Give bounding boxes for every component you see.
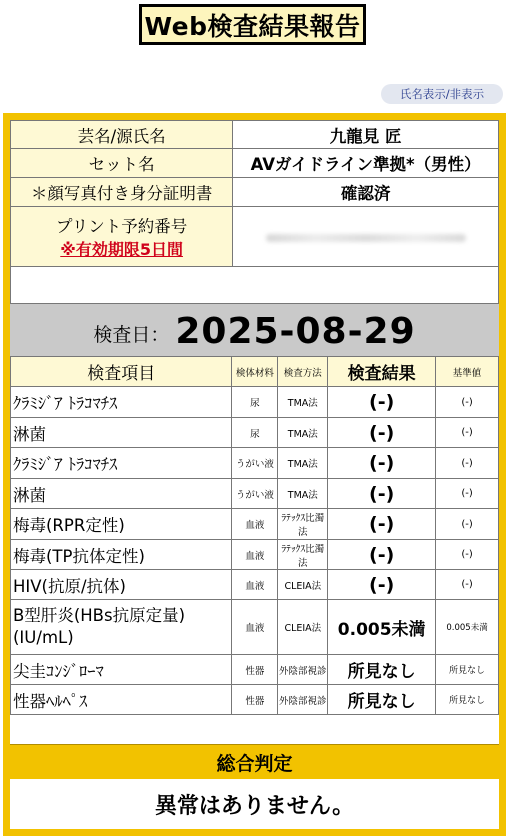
row-item: ｸﾗﾐｼﾞｱ ﾄﾗｺﾏﾁｽ: [11, 387, 232, 418]
row-item: 淋菌: [11, 418, 232, 448]
row-reference: (-): [436, 448, 499, 479]
report-body: [10, 120, 499, 829]
header-item: 検査項目: [11, 357, 232, 387]
id-label: ＊顔写真付き身分証明書: [11, 178, 233, 207]
print-label: プリント予約番号: [55, 217, 188, 236]
row-result: (-): [328, 540, 436, 570]
exam-date-band: [10, 304, 499, 356]
table-row: [11, 570, 499, 600]
row-specimen: 性器: [232, 655, 278, 685]
row-method: CLEIA法: [278, 570, 328, 600]
row-result: 所見なし: [328, 655, 436, 685]
info-table: [10, 120, 499, 304]
table-row: [11, 418, 499, 448]
row-method: ﾗﾃｯｸｽ比濁法: [278, 540, 328, 570]
row-result: (-): [328, 570, 436, 600]
row-specimen: うがい液: [232, 479, 278, 509]
row-reference: 所見なし: [436, 655, 499, 685]
header-specimen: 検体材料: [232, 357, 278, 387]
name-visibility-toggle-button[interactable]: 氏名表示/非表示: [381, 84, 503, 104]
row-reference: (-): [436, 479, 499, 509]
row-specimen: 尿: [232, 387, 278, 418]
row-method: TMA法: [278, 448, 328, 479]
row-reference: 0.005未満: [436, 600, 499, 655]
set-label: セット名: [11, 149, 233, 178]
page-title: Web検査結果報告: [139, 4, 366, 45]
print-note: ※有効期限5日間: [60, 240, 183, 259]
overall-verdict-value: 異常はありません。: [10, 779, 499, 829]
table-row: [11, 655, 499, 685]
row-specimen: 血液: [232, 570, 278, 600]
row-specimen: うがい液: [232, 448, 278, 479]
row-reference: (-): [436, 418, 499, 448]
name-label: 芸名/源氏名: [11, 121, 233, 149]
row-item: 淋菌: [11, 479, 232, 509]
exam-date-value: 2025-08-29: [175, 311, 416, 352]
row-specimen: 血液: [232, 509, 278, 540]
row-method: 外陰部視診: [278, 685, 328, 715]
row-result: (-): [328, 418, 436, 448]
row-specimen: 尿: [232, 418, 278, 448]
row-result: 0.005未満: [328, 600, 436, 655]
row-specimen: 血液: [232, 540, 278, 570]
report-frame: [3, 113, 506, 836]
row-method: ﾗﾃｯｸｽ比濁法: [278, 509, 328, 540]
print-value-redacted: [233, 207, 499, 267]
row-method: CLEIA法: [278, 600, 328, 655]
row-result: (-): [328, 509, 436, 540]
spacer-row: [11, 267, 499, 304]
row-item: 梅毒(TP抗体定性): [11, 540, 232, 570]
print-cell: [11, 207, 233, 267]
row-reference: (-): [436, 509, 499, 540]
row-item: HIV(抗原/抗体): [11, 570, 232, 600]
overall-verdict-label: 総合判定: [10, 744, 499, 780]
table-row: [11, 509, 499, 540]
name-value: 九龍見 匠: [233, 121, 499, 149]
row-result: 所見なし: [328, 685, 436, 715]
exam-date-label: 検査日：: [93, 324, 170, 346]
row-item: 性器ﾍﾙﾍﾟｽ: [11, 685, 232, 715]
id-value: 確認済: [233, 178, 499, 207]
row-item: 尖圭ｺﾝｼﾞﾛｰﾏ: [11, 655, 232, 685]
table-row: [11, 685, 499, 715]
header-result: 検査結果: [328, 357, 436, 387]
row-item: 梅毒(RPR定性): [11, 509, 232, 540]
header-reference: 基準値: [436, 357, 499, 387]
set-value: AVガイドライン準拠*（男性）: [233, 149, 499, 178]
row-reference: (-): [436, 387, 499, 418]
row-item: B型肝炎(HBs抗原定量)(IU/mL): [11, 600, 232, 655]
redacted-number: [266, 234, 466, 242]
table-row: [11, 540, 499, 570]
table-row: [11, 479, 499, 509]
row-reference: 所見なし: [436, 685, 499, 715]
header-method: 検査方法: [278, 357, 328, 387]
row-item: ｸﾗﾐｼﾞｱ ﾄﾗｺﾏﾁｽ: [11, 448, 232, 479]
table-row: [11, 387, 499, 418]
row-method: TMA法: [278, 387, 328, 418]
table-row: [11, 448, 499, 479]
row-method: TMA法: [278, 418, 328, 448]
row-method: TMA法: [278, 479, 328, 509]
table-row: [11, 600, 499, 655]
row-result: (-): [328, 448, 436, 479]
row-specimen: 血液: [232, 600, 278, 655]
row-method: 外陰部視診: [278, 655, 328, 685]
row-reference: (-): [436, 570, 499, 600]
row-reference: (-): [436, 540, 499, 570]
row-result: (-): [328, 479, 436, 509]
row-specimen: 性器: [232, 685, 278, 715]
results-table: [10, 356, 499, 715]
row-result: (-): [328, 387, 436, 418]
